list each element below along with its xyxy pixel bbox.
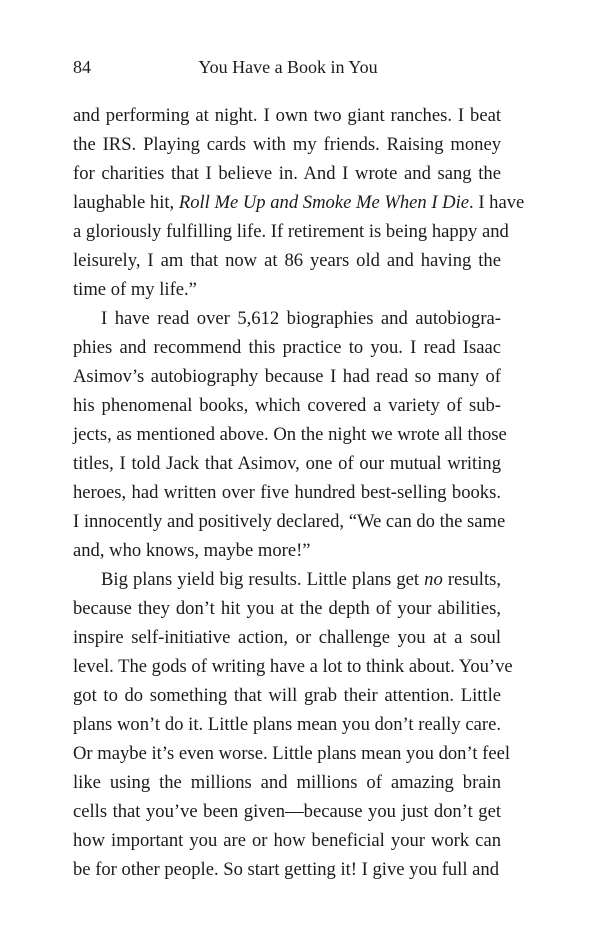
text-line (73, 855, 501, 884)
text-line (73, 652, 513, 681)
text-line (73, 362, 501, 391)
text-segment: and performing at night. I own two giant ranches. I beat (73, 105, 501, 126)
italic-text: no (424, 569, 443, 590)
text-segment: how important you are or how beneficial your work can (73, 830, 501, 851)
text-segment: be for other people. So start getting it! I give you full and (73, 859, 500, 880)
text-line (73, 739, 511, 768)
page-number: 84 (73, 57, 91, 77)
paragraph (73, 565, 513, 884)
text-segment: the IRS. Playing cards with my friends. Raising money (73, 134, 501, 155)
text-line (73, 478, 501, 507)
text-line (73, 101, 501, 130)
text-line (73, 130, 501, 159)
text-segment: time of my life.” (73, 279, 197, 300)
text-segment: leisurely, I am that now at 86 years old and having the (73, 250, 501, 271)
running-title: You Have a Book in You (198, 57, 378, 77)
text-line (73, 188, 525, 217)
italic-text: Roll Me Up and Smoke Me When I Die (178, 192, 470, 213)
text-segment: got to do something that will grab their attention. Little (73, 685, 501, 706)
text-line (73, 391, 501, 420)
text-segment: laughable hit, (73, 192, 179, 213)
text-segment: Or maybe it’s even worse. Little plans mean you don’t feel (73, 743, 511, 764)
text-segment: jects, as mentioned above. On the night we wrote all those (73, 424, 507, 445)
text-line (73, 246, 501, 275)
text-line (73, 710, 501, 739)
text-segment: heroes, had written over five hundred best-selling books. (73, 482, 501, 503)
text-line (73, 333, 501, 362)
paragraph (73, 101, 525, 304)
text-line (73, 304, 501, 333)
text-line (73, 565, 501, 594)
text-line (73, 536, 501, 565)
text-line (73, 507, 506, 536)
text-line (73, 594, 501, 623)
page-header (73, 54, 503, 80)
text-segment: his phenomenal books, which covered a variety of sub- (73, 395, 501, 416)
text-segment: inspire self-initiative action, or challenge you at a soul (73, 627, 501, 648)
text-segment: results, (442, 569, 502, 590)
text-segment: for charities that I believe in. And I wrote and sang the (73, 163, 501, 184)
text-segment: a gloriously fulfilling life. If retirement is being happy and (73, 221, 509, 242)
text-segment: Asimov’s autobiography because I had read so many of (73, 366, 501, 387)
text-segment: cells that you’ve been given—because you just don’t get (73, 801, 501, 822)
body-text (73, 101, 525, 884)
text-line (73, 217, 509, 246)
text-segment: Big plans yield big results. Little plans get (101, 569, 425, 590)
paragraph (73, 304, 507, 565)
text-line (73, 681, 501, 710)
text-line (73, 826, 501, 855)
text-segment: like using the millions and millions of amazing brain (73, 772, 501, 793)
text-segment: and, who knows, maybe more!” (73, 540, 311, 561)
text-line (73, 449, 501, 478)
text-segment: . I have (469, 192, 525, 213)
text-line (73, 797, 501, 826)
text-segment: level. The gods of writing have a lot to think about. You’ve (73, 656, 513, 677)
text-segment: plans won’t do it. Little plans mean you don’t really care. (73, 714, 501, 735)
text-segment: I innocently and positively declared, “We can do the same (73, 511, 506, 532)
text-line (73, 623, 501, 652)
text-line (73, 768, 501, 797)
text-segment: I have read over 5,612 biographies and autobiogra- (101, 308, 501, 329)
text-line (73, 275, 501, 304)
text-segment: because they don’t hit you at the depth of your abilities, (73, 598, 501, 619)
text-line (73, 420, 507, 449)
text-line (73, 159, 501, 188)
text-segment: titles, I told Jack that Asimov, one of our mutual writing (73, 453, 501, 474)
text-segment: phies and recommend this practice to you. I read Isaac (73, 337, 501, 358)
